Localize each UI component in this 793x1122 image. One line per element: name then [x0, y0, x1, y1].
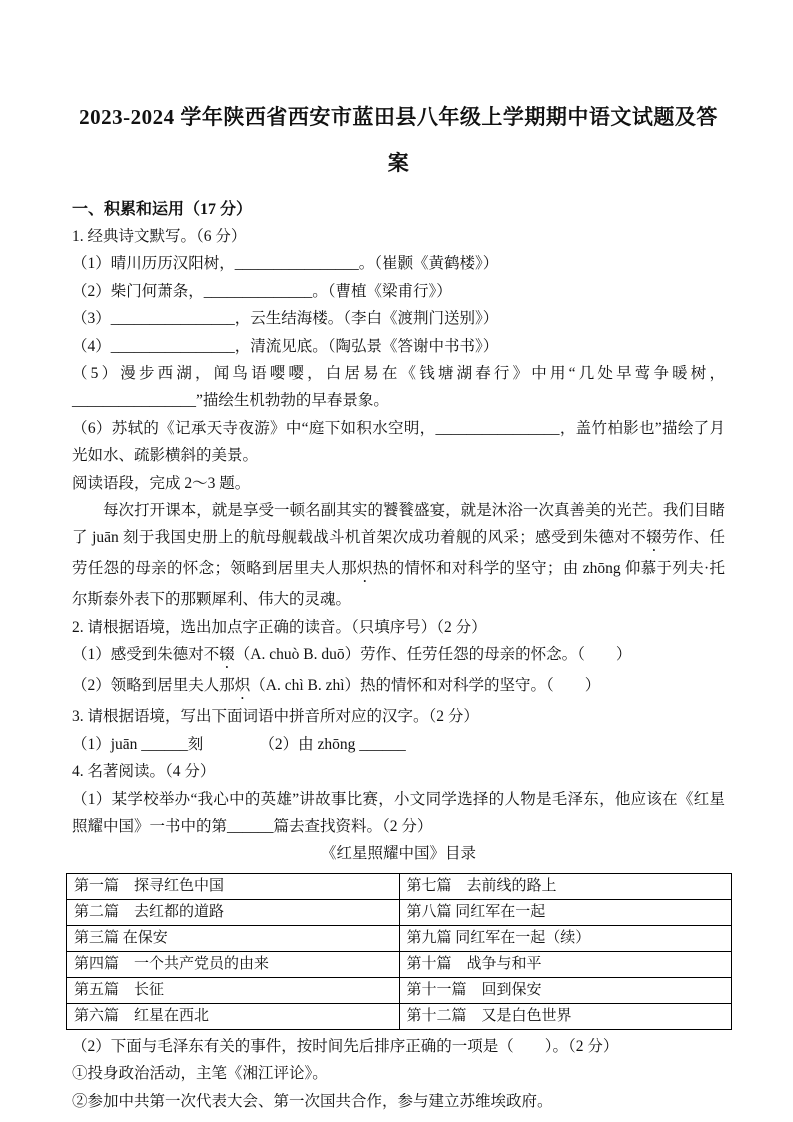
table-row	[67, 977, 732, 1003]
catalog-cell-right: 第十一篇 回到保安	[399, 977, 732, 1003]
q4-event-1: ①投身政治活动，主笔《湘江评论》。	[72, 1065, 328, 1083]
q2-item-2-dotted-char: 炽	[234, 677, 251, 695]
q1-item-4: （4）________________，清流见底。（陶弘景《答谢中书书》）	[72, 337, 499, 355]
catalog-cell-left: 第四篇 一个共产党员的由来	[67, 951, 400, 977]
q4-item-1: （1）某学校举办“我心中的英雄”讲故事比赛，小文同学选择的人物是毛泽东，他应该在《红星照耀中国》一书中的第______篇去查找资料。（2 分）	[72, 790, 725, 835]
q4-item-2: （2）下面与毛泽东有关的事件，按时间先后排序正确的一项是（ ）。（2 分）	[72, 1037, 619, 1055]
table-row	[67, 873, 732, 899]
q1-item-3: （3）________________，云生结海楼。（李白《渡荆门送别》）	[72, 310, 499, 328]
doc-title: 2023-2024 学年陕西省西安市蓝田县八年级上学期期中语文试题及答案	[79, 105, 718, 175]
passage-dotted-char-chi: 炽	[356, 560, 373, 578]
q2-item-1	[72, 641, 725, 672]
section-heading-accumulation: 一、积累和运用（17 分）	[72, 201, 253, 218]
q1-item-5: （5）漫步西湖，闻鸟语嘤嘤，白居易在《钱塘湖春行》中用“几处早莺争暖树，________________”描绘生机勃勃的早春景象。	[72, 365, 725, 410]
catalog-cell-left: 第五篇 长征	[67, 977, 400, 1003]
q3-items	[72, 731, 725, 758]
catalog-cell-right: 第九篇 同红军在一起（续）	[399, 925, 732, 951]
q2-item-1-dotted-char: 辍	[219, 646, 235, 664]
q2-item-2-post: （A. chì B. zhì）热的情怀和对科学的坚守。（ ）	[250, 677, 601, 695]
q3-item-2: （2）由 zhōng ______	[259, 735, 406, 753]
reading-lead: 阅读语段，完成 2～3 题。	[72, 474, 251, 492]
q1-item-1: （1）晴川历历汉阳树，________________。（崔颢《黄鹤楼》）	[72, 255, 499, 273]
table-row	[67, 925, 732, 951]
passage-segment-1: 每次打开课本，就是享受一顿名副其实的饕餮盛宴，就是沐浴一次真善美的光芒。我们目睹了 juān 刻于我国史册上的航母舰载战斗机首架次成功着舰的风采；感受到朱德对不	[72, 502, 725, 547]
catalog-title: 《红星照耀中国》目录	[320, 845, 476, 863]
catalog-cell-right: 第十篇 战争与和平	[399, 951, 732, 977]
catalog-cell-left: 第二篇 去红都的道路	[67, 899, 400, 925]
table-row	[67, 899, 732, 925]
catalog-table	[66, 873, 732, 1030]
q4-event-2: ②参加中共第一次代表大会、第一次国共合作，参与建立苏维埃政府。	[72, 1092, 553, 1110]
q3-stem: 3. 请根据语境，写出下面词语中拼音所对应的汉字。（2 分）	[72, 708, 479, 726]
q2-item-1-post: （A. chuò B. duō）劳作、任劳任怨的母亲的怀念。（ ）	[234, 646, 632, 664]
q2-item-1-pre: （1）感受到朱德对不	[72, 646, 220, 664]
catalog-cell-left: 第六篇 红星在西北	[67, 1003, 400, 1029]
q4-stem: 4. 名著阅读。（4 分）	[72, 763, 216, 781]
table-row	[67, 1003, 732, 1029]
reading-passage	[72, 497, 725, 614]
catalog-cell-right: 第十二篇 又是白色世界	[399, 1003, 732, 1029]
q2-item-2-pre: （2）领略到居里夫人那	[72, 677, 235, 695]
catalog-cell-left: 第一篇 探寻红色中国	[67, 873, 400, 899]
q1-item-2: （2）柴门何萧条，______________。（曹植《梁甫行》）	[72, 282, 452, 300]
catalog-cell-right: 第八篇 同红军在一起	[399, 899, 732, 925]
catalog-cell-right: 第七篇 去前线的路上	[399, 873, 732, 899]
passage-segment-3: 热的情怀和对科学的坚守；由 zhōng 仰慕于列夫·托尔斯泰外表下的那颗犀利、伟大的灵魂。	[72, 560, 725, 609]
q2-item-2	[72, 672, 725, 703]
passage-segment-2: 劳作、任劳任怨的母亲的怀念；领略到居里夫人那	[72, 529, 725, 578]
table-row	[67, 951, 732, 977]
catalog-cell-left: 第三篇 在保安	[67, 925, 400, 951]
passage-dotted-char-chuo: 辍	[646, 529, 662, 547]
q1-item-6: （6）苏轼的《记承天寺夜游》中“庭下如积水空明，________________，盖竹柏影也”描绘了月光如水、疏影横斜的美景。	[72, 419, 725, 465]
q2-stem: 2. 请根据语境，选出加点字正确的读音。（只填序号）（2 分）	[72, 618, 487, 636]
q3-item-1: （1）juān ______刻	[72, 735, 204, 753]
q1-stem: 1. 经典诗文默写。（6 分）	[72, 228, 247, 245]
